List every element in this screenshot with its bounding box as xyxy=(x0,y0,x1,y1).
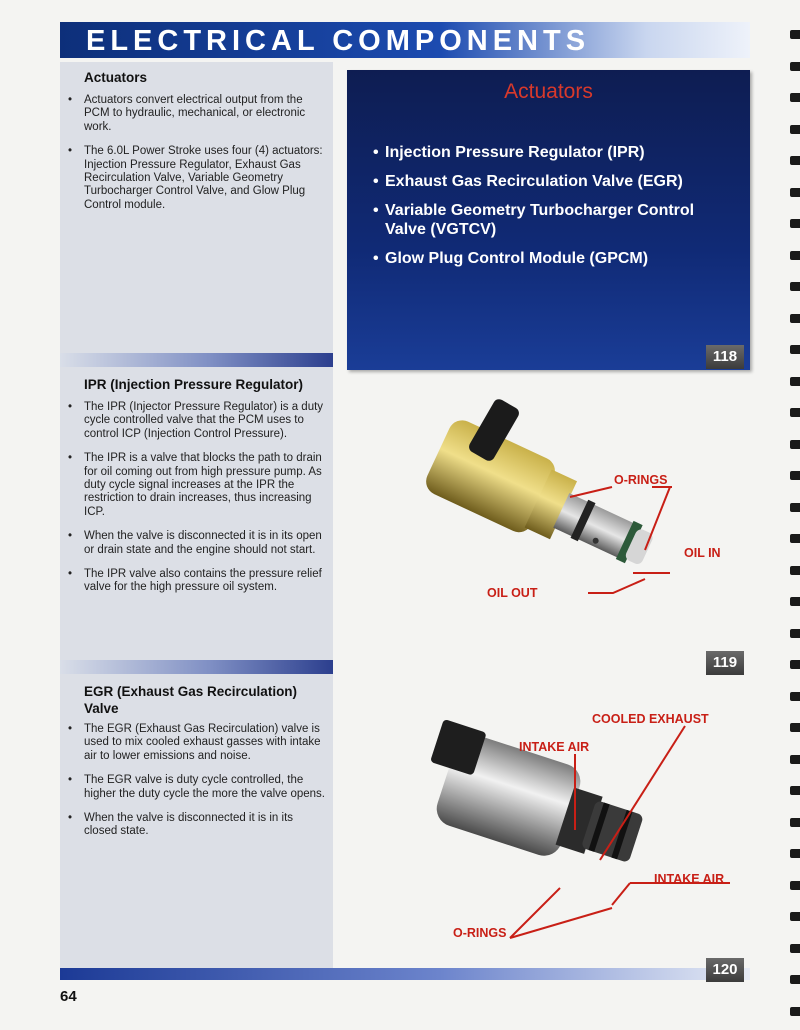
binding-ring xyxy=(790,881,800,890)
bullet-item: • The EGR (Exhaust Gas Recirculation) valve is used to mix cooled exhaust gasses with intake air to lower emissions and noise. xyxy=(66,723,328,763)
slide-number-120: 120 xyxy=(706,958,744,982)
binding-ring xyxy=(790,314,800,323)
egr-valve-illustration xyxy=(400,700,750,950)
binding-ring xyxy=(790,30,800,39)
footer-band xyxy=(60,968,750,980)
binding-ring xyxy=(790,188,800,197)
binding-ring xyxy=(790,282,800,291)
slide-number-119: 119 xyxy=(706,651,744,675)
callout-oil-out: OIL OUT xyxy=(487,586,538,600)
ipr-valve-illustration xyxy=(340,380,750,650)
binding-ring xyxy=(790,408,800,417)
binding-ring xyxy=(790,62,800,71)
binding-ring xyxy=(790,534,800,543)
binding-ring xyxy=(790,818,800,827)
section-title-actuators: Actuators xyxy=(84,70,148,85)
binding-ring xyxy=(790,597,800,606)
callout-o-rings-egr: O-RINGS xyxy=(453,926,507,940)
section-divider-band xyxy=(60,353,333,367)
binding-ring xyxy=(790,93,800,102)
bullet-item: • The EGR valve is duty cycle controlled, the higher the duty cycle the more the valve opens. xyxy=(66,774,328,801)
section-divider-band xyxy=(60,660,333,674)
binding-ring xyxy=(790,1007,800,1016)
bullet-item: • The IPR is a valve that blocks the path to drain for oil coming out from high pressure pump. As duty cycle signal increases at the IPR the restriction to drain increases, thus increasing ICP. xyxy=(66,452,328,519)
binding-ring xyxy=(790,692,800,701)
bullet-text: The 6.0L Power Stroke uses four (4) actuators: Injection Pressure Regulator, Exhaust Gas Recirculation Valve, Variable Geometry Turbocharger Control Valve, and Glow Plug Control module. xyxy=(84,145,323,211)
spiral-binding xyxy=(786,0,800,1030)
binding-ring xyxy=(790,219,800,228)
binding-ring xyxy=(790,251,800,260)
callout-intake-air-top: INTAKE AIR xyxy=(519,740,590,754)
slide-bullet-item: • Injection Pressure Regulator (IPR) xyxy=(373,143,733,162)
binding-ring xyxy=(790,849,800,858)
callout-intake-air-right: INTAKE AIR xyxy=(654,872,725,886)
bullet-list-egr xyxy=(66,723,328,850)
slide-bullet-item: • Variable Geometry Turbocharger Control Valve (VGTCV) xyxy=(373,201,733,239)
binding-ring xyxy=(790,786,800,795)
callout-oil-in: OIL IN xyxy=(684,546,721,560)
binding-ring xyxy=(790,503,800,512)
binding-ring xyxy=(790,944,800,953)
slide-title: Actuators xyxy=(504,80,593,103)
slide-bullet-list xyxy=(373,143,733,278)
bullet-list-actuators xyxy=(66,94,328,223)
binding-ring xyxy=(790,912,800,921)
binding-ring xyxy=(790,723,800,732)
binding-ring xyxy=(790,125,800,134)
section-title-egr: EGR (Exhaust Gas Recirculation) Valve xyxy=(84,684,298,716)
bullet-item: • When the valve is disconnected it is in its closed state. xyxy=(66,812,328,839)
slide-actuators xyxy=(347,70,750,370)
bullet-list-ipr xyxy=(66,401,328,606)
binding-ring xyxy=(790,975,800,984)
section-title-ipr: IPR (Injection Pressure Regulator) xyxy=(84,377,304,392)
binding-ring xyxy=(790,377,800,386)
bullet-item xyxy=(66,145,328,212)
binding-ring xyxy=(790,755,800,764)
page-title: ELECTRICAL COMPONENTS xyxy=(86,25,591,57)
bullet-item: • The IPR (Injector Pressure Regulator) is a duty cycle controlled valve that the PCM uses to control ICP (Injection Control Pressure). xyxy=(66,401,328,441)
slide-number-118: 118 xyxy=(706,345,744,369)
slide-bullet-item: • Glow Plug Control Module (GPCM) xyxy=(373,249,733,268)
binding-ring xyxy=(790,566,800,575)
slide-bullet-item: • Exhaust Gas Recirculation Valve (EGR) xyxy=(373,172,733,191)
callout-cooled-exhaust: COOLED EXHAUST xyxy=(592,712,709,726)
binding-ring xyxy=(790,660,800,669)
binding-ring xyxy=(790,156,800,165)
binding-ring xyxy=(790,471,800,480)
bullet-item: • Actuators convert electrical output from the PCM to hydraulic, mechanical, or electronic work. xyxy=(66,94,328,134)
callout-o-rings-ipr: O-RINGS xyxy=(614,473,668,487)
binding-ring xyxy=(790,345,800,354)
bullet-item: • When the valve is disconnected it is in its open or drain state and the engine should not start. xyxy=(66,530,328,557)
binding-ring xyxy=(790,629,800,638)
page-number: 64 xyxy=(60,988,77,1005)
bullet-item: • The IPR valve also contains the pressure relief valve for the high pressure oil system. xyxy=(66,568,328,595)
binding-ring xyxy=(790,440,800,449)
